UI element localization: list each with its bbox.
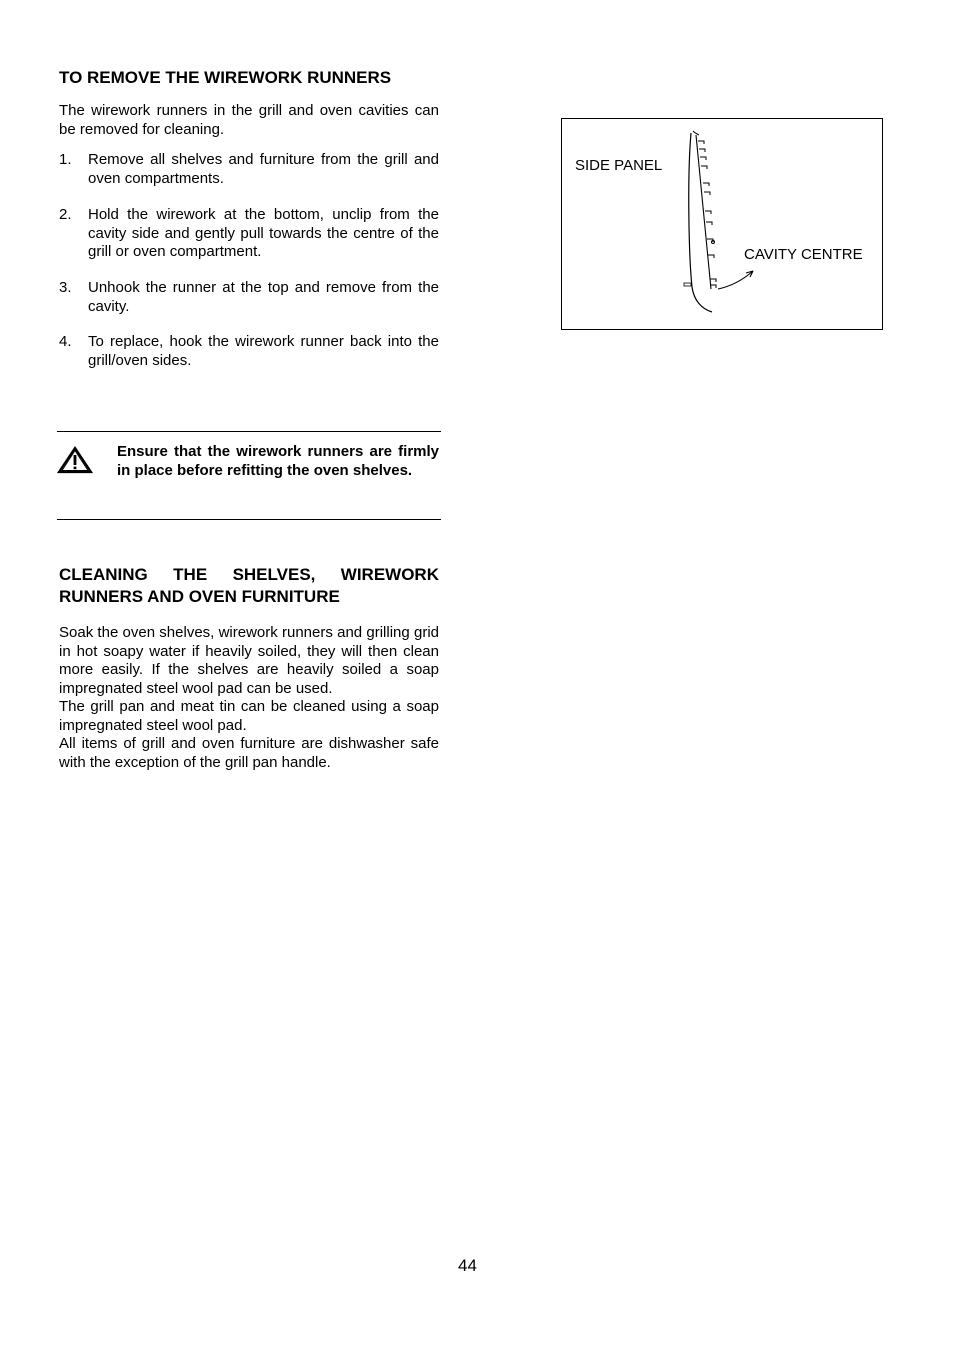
- step-number: 3.: [59, 279, 72, 296]
- section-heading-cleaning: CLEANING THE SHELVES, WIREWORK RUNNERS AND OVEN FURNITURE: [59, 565, 439, 606]
- cleaning-paragraph: The grill pan and meat tin can be cleaned using a soap impregnated steel wool pad.: [59, 698, 439, 734]
- step-number: 1.: [59, 151, 72, 168]
- step-text: Remove all shelves and furniture from the grill and oven compartments.: [88, 151, 439, 187]
- warning-text: Ensure that the wirework runners are firmly in place before refitting the oven shelves.: [117, 443, 439, 479]
- side-panel-label: SIDE PANEL: [575, 157, 663, 174]
- page-number: 44: [458, 1256, 477, 1275]
- step-text: Hold the wirework at the bottom, unclip from the cavity side and gently pull towards the centre of the grill or oven compartment.: [88, 206, 439, 260]
- step-text: Unhook the runner at the top and remove from the cavity.: [88, 279, 439, 315]
- cleaning-text-block: [59, 624, 439, 772]
- intro-paragraph: The wirework runners in the grill and oven cavities can be removed for cleaning.: [59, 102, 439, 138]
- runner-diagram: [561, 118, 883, 330]
- step-number: 4.: [59, 333, 72, 350]
- step-number: 2.: [59, 206, 72, 223]
- runner-hooks: [698, 141, 716, 288]
- cleaning-paragraph: All items of grill and oven furniture are dishwasher safe with the exception of the grill pan handle.: [59, 735, 439, 771]
- cavity-centre-label: CAVITY CENTRE: [744, 246, 863, 263]
- warning-triangle-icon: [57, 446, 93, 474]
- step-text: To replace, hook the wirework runner back into the grill/oven sides.: [88, 333, 439, 369]
- section-heading-remove-runners: TO REMOVE THE WIREWORK RUNNERS: [59, 68, 392, 87]
- warning-top-divider: [57, 431, 441, 432]
- cleaning-paragraph: Soak the oven shelves, wirework runners and grilling grid in hot soapy water if heavily soiled, they will then clean more easily. If the shelves are heavily soiled a soap impregnated steel wool pad can be used.: [59, 624, 439, 697]
- warning-bottom-divider: [57, 519, 441, 520]
- wirework-runner-drawing: [562, 119, 882, 329]
